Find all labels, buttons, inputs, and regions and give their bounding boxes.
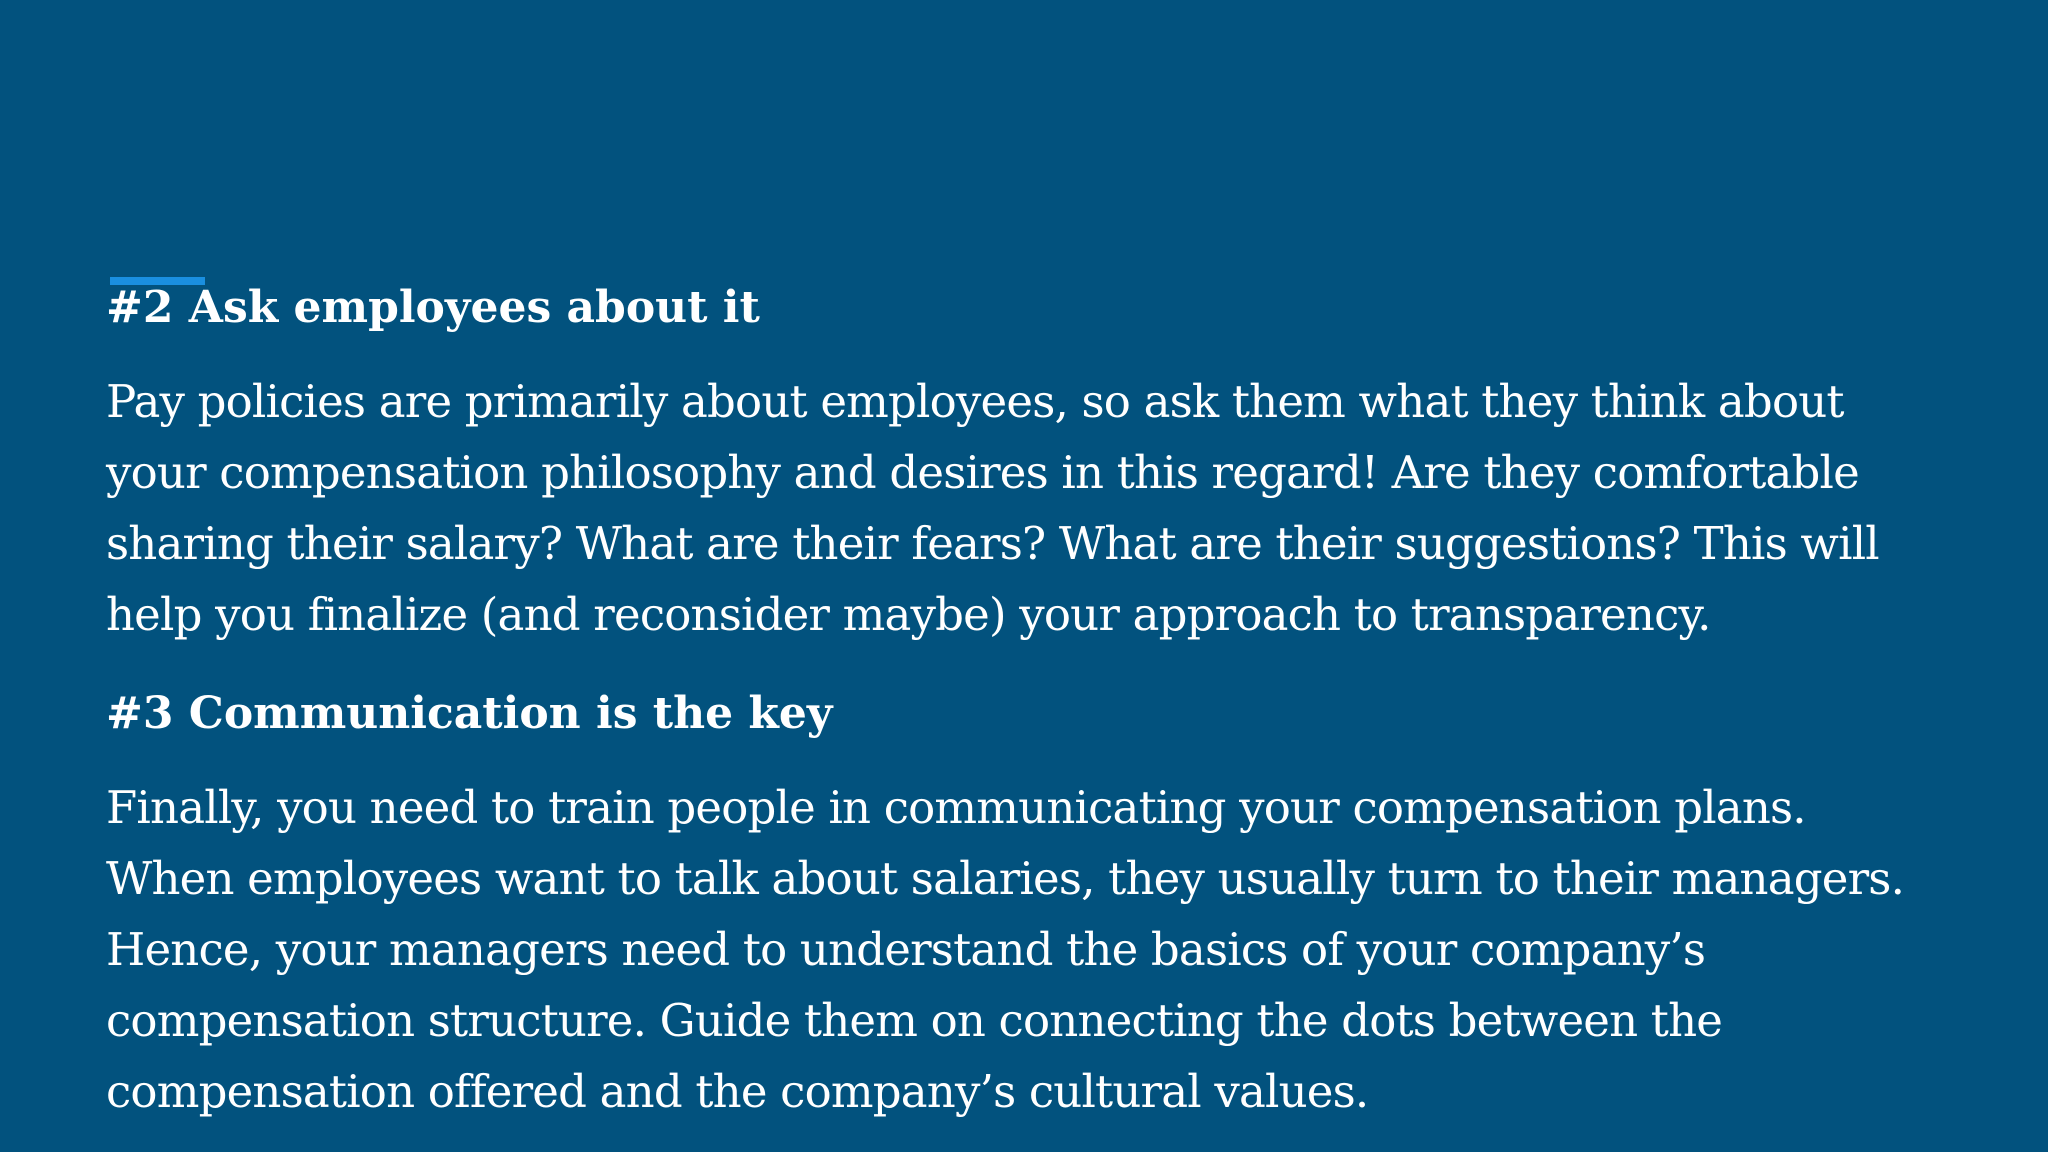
section-heading-communication: #3 Communication is the key [106,688,833,739]
paragraph-line: Pay policies are primarily about employees, so ask them what they think about [106,375,1844,428]
paragraph-line: Hence, your managers need to understand the basics of your company’s [106,923,1706,976]
section-paragraph-communication [106,772,2006,1127]
paragraph-line: help you finalize (and reconsider maybe) your approach to transparency. [106,588,1711,641]
section-paragraph-ask-employees [106,366,2006,650]
paragraph-line: your compensation philosophy and desires in this regard! Are they comfortable [106,446,1859,499]
paragraph-line: When employees want to talk about salaries, they usually turn to their managers. [106,852,1905,905]
slide-content [106,272,2006,1127]
paragraph-line: sharing their salary? What are their fears? What are their suggestions? This will [106,517,1879,570]
paragraph-line: compensation structure. Guide them on connecting the dots between the [106,994,1723,1047]
paragraph-line: Finally, you need to train people in communicating your compensation plans. [106,781,1806,834]
section-heading-ask-employees: #2 Ask employees about it [106,282,760,333]
paragraph-line: compensation offered and the company’s cultural values. [106,1065,1369,1118]
